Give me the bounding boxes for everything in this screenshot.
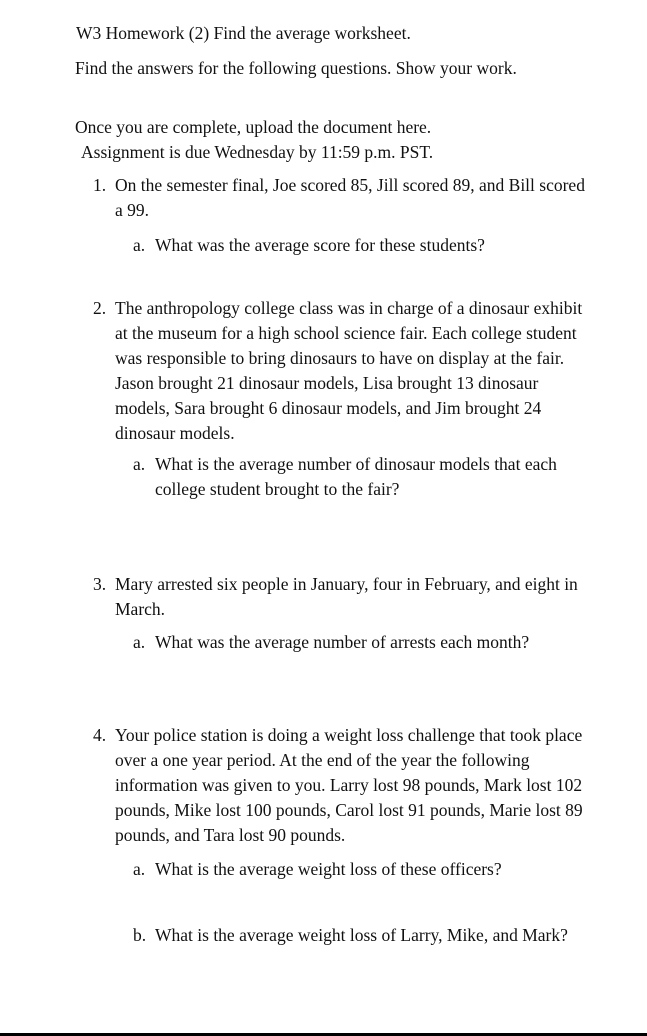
question-number: 3. (93, 574, 107, 594)
assignment-notice (75, 115, 615, 165)
sub-question-letter: a. (133, 859, 146, 879)
worksheet-title: W3 Homework (2) Find the average worksheet. (76, 23, 411, 43)
sub-question-2a (133, 452, 593, 502)
sub-question-4b (133, 923, 593, 948)
sub-question-4a (133, 857, 593, 882)
due-date-text: Assignment is due Wednesday by 11:59 p.m. PST. (81, 142, 434, 162)
question-1 (93, 173, 593, 258)
sub-question-text: What was the average score for these students? (155, 235, 485, 255)
instructions-text: Find the answers for the following questions. Show your work. (75, 58, 517, 78)
sub-question-letter: b. (133, 925, 147, 945)
question-4 (93, 723, 593, 948)
sub-question-text: What was the average number of arrests each month? (155, 632, 530, 652)
sub-question-letter: a. (133, 454, 146, 474)
question-2 (93, 296, 593, 502)
question-text: The anthropology college class was in charge of a dinosaur exhibit at the museum for a high school science fair. Each college student was responsible to bring dinosaurs to have on display at the fair. Jason brought 21 dinosaur models, Lisa brought 13 dinosaur models, Sara brought 6 dinosaur models, and Jim brought 24 dinosaur models. (115, 298, 583, 443)
question-3 (93, 572, 593, 655)
sub-question-text: What is the average weight loss of these officers? (155, 859, 502, 879)
sub-question-letter: a. (133, 235, 146, 255)
question-number: 4. (93, 725, 107, 745)
question-text: Mary arrested six people in January, four in February, and eight in March. (115, 574, 578, 619)
question-text: On the semester final, Joe scored 85, Jill scored 89, and Bill scored a 99. (115, 175, 585, 220)
sub-question-1a (133, 233, 593, 258)
sub-question-3a (133, 630, 593, 655)
question-text: Your police station is doing a weight loss challenge that took place over a one year period. At the end of the year the following information was given to you. Larry lost 98 pounds, Mark lost 102 pounds, Mike lost 100 pounds, Carol lost 91 pounds, Marie lost 89 pounds, and Tara lost 90 pounds. (115, 725, 583, 845)
question-number: 1. (93, 175, 107, 195)
question-number: 2. (93, 298, 107, 318)
sub-question-text: What is the average number of dinosaur models that each college student brought to the fair? (155, 454, 557, 499)
upload-instruction: Once you are complete, upload the document here. (75, 117, 432, 137)
sub-question-text: What is the average weight loss of Larry, Mike, and Mark? (155, 925, 568, 945)
sub-question-letter: a. (133, 632, 146, 652)
